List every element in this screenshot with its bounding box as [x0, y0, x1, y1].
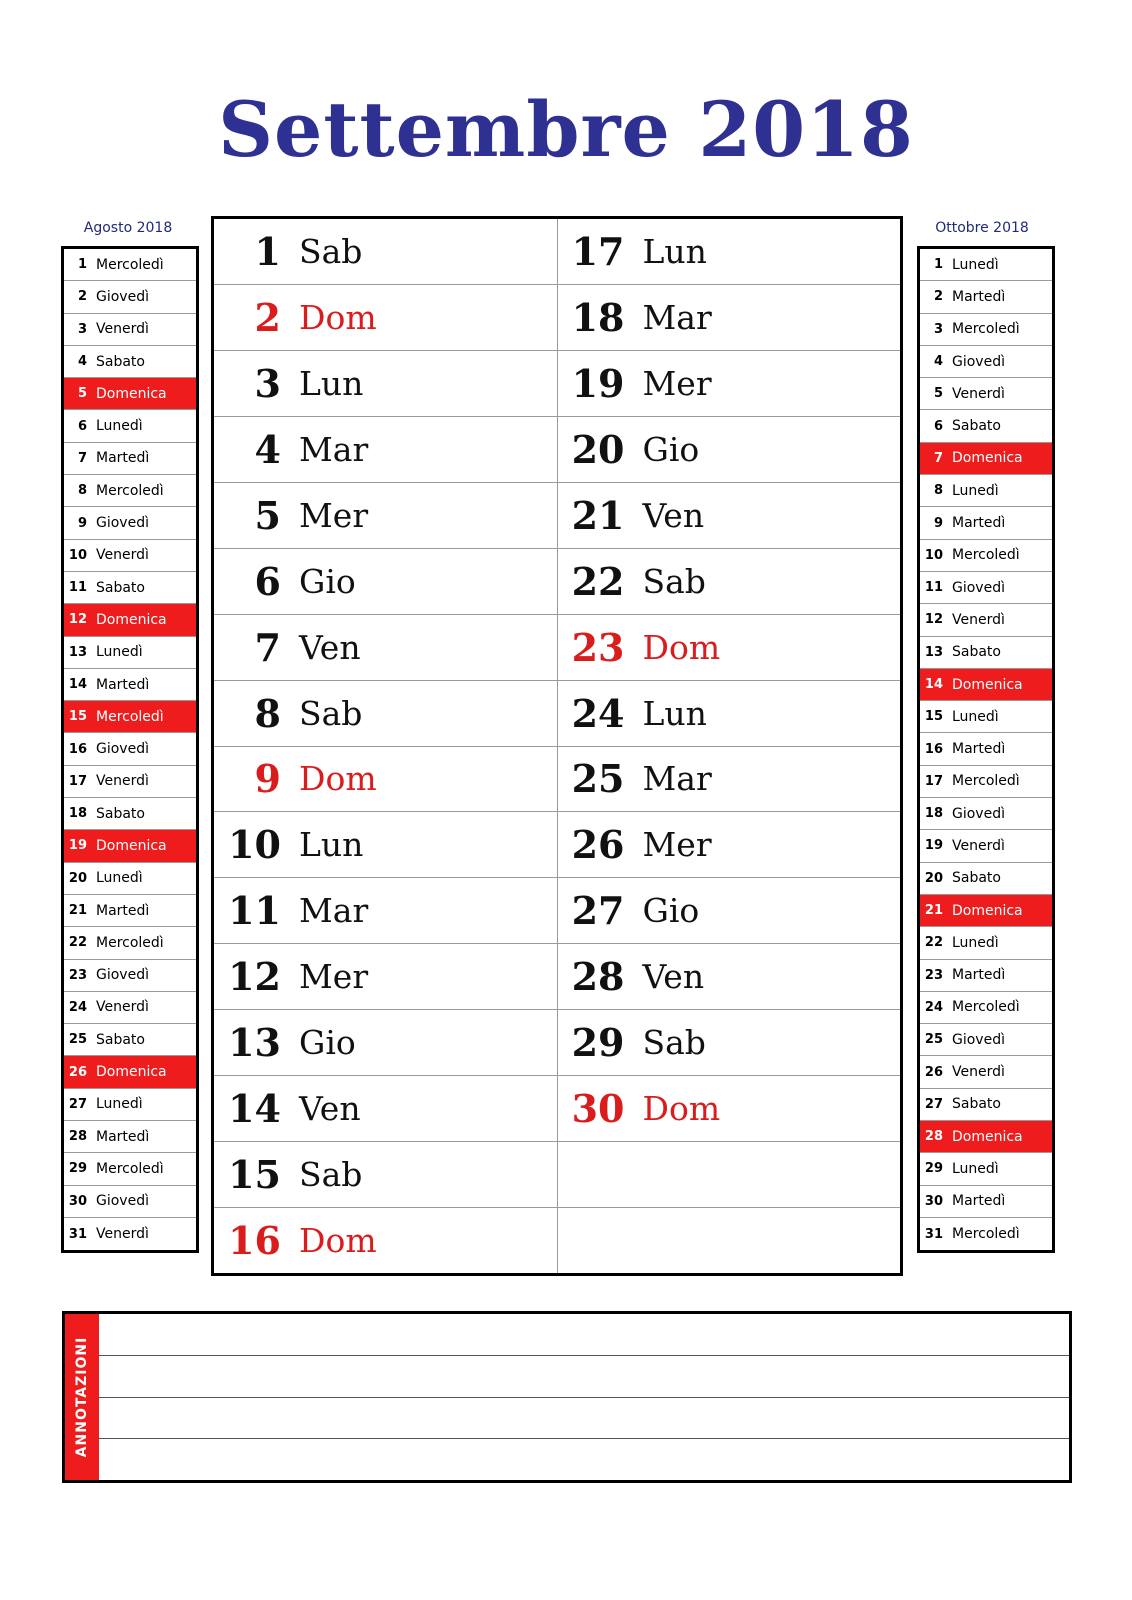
day-row: [920, 669, 1052, 701]
day-name: Mercoledì: [952, 999, 1020, 1016]
day-name: Domenica: [952, 676, 1023, 693]
day-row: [64, 540, 196, 572]
day-row: [64, 281, 196, 313]
day-name: Sabato: [96, 1031, 145, 1048]
day-number: 28: [571, 954, 625, 1000]
calendar-day-cell: [558, 549, 901, 615]
day-number: 19: [924, 838, 943, 854]
calendar-day-cell: [214, 1010, 557, 1076]
day-number: 24: [68, 999, 87, 1015]
day-number: 23: [571, 624, 625, 670]
day-row: [64, 927, 196, 959]
day-number: 22: [571, 558, 625, 604]
day-number: 22: [68, 935, 87, 951]
day-number: 6: [77, 418, 87, 434]
day-name: Lun: [642, 693, 707, 733]
day-number: 22: [924, 935, 943, 951]
day-number: 8: [933, 483, 943, 499]
day-row: [920, 249, 1052, 281]
calendar-day-cell: [214, 1142, 557, 1208]
day-row: [64, 830, 196, 862]
day-row: [64, 1186, 196, 1218]
day-number: 5: [77, 386, 87, 402]
day-name: Domenica: [96, 1064, 167, 1081]
day-name: Lun: [642, 231, 707, 271]
day-number: 1: [254, 228, 281, 274]
calendar-day-cell: [214, 878, 557, 944]
day-name: Giovedì: [96, 288, 149, 305]
notes-line[interactable]: [99, 1314, 1069, 1356]
day-number: 31: [68, 1226, 87, 1242]
day-name: Dom: [642, 627, 721, 667]
day-number: 12: [68, 612, 87, 628]
day-number: 14: [68, 677, 87, 692]
day-number: 13: [228, 1020, 281, 1066]
day-number: 24: [924, 999, 943, 1015]
day-row: [920, 540, 1052, 572]
day-number: 10: [924, 547, 943, 563]
day-row: [920, 1056, 1052, 1088]
day-row: [64, 1121, 196, 1153]
day-name: Lunedì: [952, 1160, 999, 1177]
day-name: Gio: [642, 429, 700, 469]
day-number: 26: [68, 1064, 87, 1080]
notes-line[interactable]: [99, 1439, 1069, 1480]
day-number: 16: [68, 741, 87, 757]
day-row: [64, 604, 196, 636]
day-number: 12: [924, 612, 943, 628]
day-number: 1: [933, 257, 943, 273]
day-number: 11: [228, 888, 281, 934]
day-name: Mer: [299, 957, 369, 997]
calendar-day-cell: [558, 747, 901, 813]
day-name: Lunedì: [952, 708, 999, 725]
calendar-day-cell: [214, 1208, 557, 1273]
day-row: [64, 1024, 196, 1056]
day-number: 14: [228, 1086, 281, 1132]
day-number: 18: [68, 806, 87, 822]
day-row: [64, 766, 196, 798]
day-row: [64, 1089, 196, 1121]
day-number: 2: [254, 294, 281, 340]
day-number: 19: [571, 360, 625, 406]
day-name: Lun: [299, 825, 364, 865]
day-row: [64, 960, 196, 992]
day-number: 18: [571, 294, 625, 340]
day-name: Mar: [642, 297, 712, 337]
day-number: 17: [924, 773, 943, 789]
calendar-day-cell: [214, 285, 557, 351]
day-number: 20: [68, 870, 87, 886]
day-name: Mer: [299, 495, 369, 535]
day-name: Sab: [299, 693, 363, 733]
calendar-day-cell: [214, 219, 557, 285]
day-name: Mer: [642, 363, 712, 403]
day-number: 9: [254, 756, 281, 802]
day-name: Lunedì: [96, 644, 143, 661]
notes-box: [62, 1311, 1072, 1483]
day-number: 29: [571, 1020, 625, 1066]
day-row: [64, 507, 196, 539]
day-number: 13: [924, 644, 943, 660]
day-row: [64, 378, 196, 410]
day-number: 11: [924, 580, 943, 596]
day-name: Martedì: [952, 967, 1006, 984]
day-row: [64, 1056, 196, 1088]
day-row: [64, 443, 196, 475]
notes-line[interactable]: [99, 1398, 1069, 1440]
day-number: 21: [924, 903, 943, 919]
day-name: Sabato: [96, 579, 145, 596]
day-number: 1: [77, 257, 87, 273]
day-number: 27: [571, 888, 625, 934]
day-name: Dom: [299, 759, 377, 799]
day-row: [920, 346, 1052, 378]
calendar-day-cell: [558, 812, 901, 878]
day-row: [64, 895, 196, 927]
day-number: 7: [77, 450, 87, 466]
day-name: Sab: [299, 231, 363, 271]
day-number: 10: [68, 547, 87, 563]
day-name: Giovedì: [96, 967, 149, 984]
day-name: Dom: [299, 1221, 377, 1261]
calendar-day-cell: [558, 944, 901, 1010]
day-number: 28: [68, 1129, 87, 1145]
day-name: Venerdì: [96, 547, 149, 564]
day-name: Martedì: [96, 676, 150, 693]
day-name: Sab: [642, 1023, 706, 1063]
day-name: Mercoledì: [96, 482, 164, 499]
day-name: Ven: [299, 1089, 361, 1129]
day-name: Mar: [299, 429, 369, 469]
day-number: 8: [77, 483, 87, 499]
calendar-day-cell: [558, 1142, 901, 1208]
next-month-table: [917, 246, 1055, 1253]
day-name: Ven: [299, 627, 361, 667]
day-name: Mer: [642, 825, 712, 865]
day-number: 4: [254, 426, 281, 472]
day-name: Sabato: [952, 1096, 1001, 1113]
day-name: Domenica: [952, 1128, 1023, 1145]
day-name: Venerdì: [96, 1226, 149, 1243]
day-row: [920, 960, 1052, 992]
calendar-day-cell: [558, 1208, 901, 1273]
day-name: Lunedì: [952, 482, 999, 499]
day-row: [64, 572, 196, 604]
page-title: Settembre 2018: [218, 85, 914, 174]
next-month-caption: Ottobre 2018: [935, 220, 1029, 236]
day-name: Giovedì: [952, 1031, 1005, 1048]
day-number: 4: [933, 354, 943, 370]
day-row: [920, 733, 1052, 765]
day-row: [920, 830, 1052, 862]
day-row: [64, 475, 196, 507]
day-number: 3: [933, 321, 943, 337]
day-row: [64, 798, 196, 830]
day-name: Ven: [642, 957, 705, 997]
day-name: Mar: [299, 891, 369, 931]
day-number: 6: [933, 418, 943, 434]
day-number: 8: [254, 690, 281, 736]
day-name: Martedì: [952, 1193, 1006, 1210]
month-column-1: [214, 219, 557, 1273]
day-number: 12: [228, 954, 281, 1000]
notes-lines[interactable]: [99, 1314, 1069, 1480]
day-number: 21: [68, 903, 87, 919]
day-name: Mercoledì: [96, 708, 164, 725]
calendar-day-cell: [558, 285, 901, 351]
day-number: 9: [933, 515, 943, 531]
calendar-day-cell: [214, 747, 557, 813]
day-name: Domenica: [952, 450, 1023, 467]
day-name: Lunedì: [952, 256, 999, 273]
day-number: 26: [571, 822, 625, 868]
calendar-day-cell: [558, 219, 901, 285]
day-row: [64, 1218, 196, 1250]
day-name: Venerdì: [952, 385, 1005, 402]
day-number: 27: [924, 1096, 943, 1112]
calendar-day-cell: [214, 417, 557, 483]
day-row: [920, 992, 1052, 1024]
day-name: Lunedì: [96, 418, 143, 435]
day-name: Mercoledì: [952, 547, 1020, 564]
previous-month-table: [61, 246, 199, 1253]
day-row: [64, 1153, 196, 1185]
day-row: [920, 1121, 1052, 1153]
day-name: Giovedì: [96, 515, 149, 532]
day-row: [920, 378, 1052, 410]
day-name: Dom: [299, 297, 377, 337]
day-row: [920, 1153, 1052, 1185]
day-name: Gio: [299, 561, 356, 601]
day-name: Sab: [299, 1155, 363, 1195]
day-row: [64, 992, 196, 1024]
day-row: [920, 637, 1052, 669]
day-name: Venerdì: [952, 611, 1005, 628]
day-name: Venerdì: [952, 1064, 1005, 1081]
day-name: Sabato: [96, 805, 145, 822]
calendar-day-cell: [558, 417, 901, 483]
day-name: Sabato: [952, 870, 1001, 887]
calendar-day-cell: [214, 681, 557, 747]
day-row: [64, 410, 196, 442]
day-number: 16: [228, 1218, 281, 1264]
day-number: 28: [924, 1129, 943, 1145]
day-row: [64, 863, 196, 895]
day-name: Mercoledì: [952, 1226, 1020, 1243]
day-number: 27: [68, 1096, 87, 1112]
day-name: Giovedì: [952, 579, 1005, 596]
day-row: [64, 701, 196, 733]
day-name: Giovedì: [96, 1193, 149, 1210]
day-name: Sabato: [96, 353, 145, 370]
day-number: 5: [254, 492, 281, 538]
day-number: 21: [571, 492, 625, 538]
day-number: 7: [254, 624, 281, 670]
day-name: Giovedì: [96, 741, 149, 758]
day-name: Giovedì: [952, 805, 1005, 822]
day-name: Lunedì: [952, 934, 999, 951]
day-number: 15: [228, 1152, 281, 1198]
day-number: 2: [77, 289, 87, 305]
day-row: [920, 895, 1052, 927]
calendar-day-cell: [214, 549, 557, 615]
day-row: [64, 314, 196, 346]
day-name: Lun: [299, 363, 364, 403]
previous-month-caption: Agosto 2018: [83, 220, 173, 236]
day-row: [920, 927, 1052, 959]
day-number: 30: [571, 1086, 625, 1132]
day-row: [64, 346, 196, 378]
day-name: Domenica: [96, 385, 167, 402]
calendar-day-cell: [214, 351, 557, 417]
month-grid: [211, 216, 903, 1276]
day-row: [920, 507, 1052, 539]
day-number: 20: [571, 426, 625, 472]
day-number: 31: [924, 1226, 943, 1242]
day-number: 26: [924, 1064, 943, 1080]
day-row: [920, 281, 1052, 313]
day-name: Domenica: [96, 837, 167, 854]
day-row: [920, 701, 1052, 733]
day-number: 19: [68, 838, 87, 854]
day-name: Martedì: [96, 450, 150, 467]
day-name: Martedì: [952, 288, 1006, 305]
calendar-day-cell: [558, 681, 901, 747]
day-number: 2: [933, 289, 943, 305]
day-row: [64, 669, 196, 701]
day-row: [920, 572, 1052, 604]
day-number: 15: [68, 709, 87, 725]
calendar-day-cell: [558, 878, 901, 944]
day-name: Martedì: [952, 515, 1006, 532]
notes-label: ANNOTAZIONI: [74, 1336, 90, 1458]
month-column-2: [557, 219, 901, 1273]
day-number: 23: [924, 967, 943, 983]
day-number: 11: [68, 580, 87, 596]
day-number: 17: [68, 773, 87, 789]
calendar-day-cell: [214, 812, 557, 878]
day-name: Mercoledì: [96, 934, 164, 951]
calendar-day-cell: [558, 351, 901, 417]
day-number: 29: [924, 1161, 943, 1177]
day-row: [920, 1218, 1052, 1250]
day-number: 17: [571, 228, 625, 274]
day-row: [64, 249, 196, 281]
day-number: 23: [68, 967, 87, 983]
day-row: [920, 1089, 1052, 1121]
day-row: [64, 733, 196, 765]
day-name: Lunedì: [96, 1096, 143, 1113]
day-row: [920, 475, 1052, 507]
day-row: [920, 798, 1052, 830]
day-name: Sabato: [952, 644, 1001, 661]
day-number: 16: [924, 741, 943, 757]
day-name: Lunedì: [96, 870, 143, 887]
day-name: Mercoledì: [952, 321, 1020, 338]
day-row: [920, 604, 1052, 636]
day-row: [920, 863, 1052, 895]
day-name: Mercoledì: [952, 773, 1020, 790]
calendar-day-cell: [214, 483, 557, 549]
calendar-day-cell: [214, 1076, 557, 1142]
day-name: Ven: [642, 495, 705, 535]
day-number: 30: [924, 1193, 943, 1209]
day-name: Martedì: [96, 1128, 150, 1145]
notes-label-bar: [65, 1314, 99, 1480]
day-name: Domenica: [952, 902, 1023, 919]
day-row: [920, 314, 1052, 346]
day-number: 3: [254, 360, 281, 406]
day-name: Sab: [642, 561, 706, 601]
day-number: 13: [68, 644, 87, 660]
calendar-day-cell: [214, 615, 557, 681]
calendar-day-cell: [558, 1010, 901, 1076]
day-name: Gio: [299, 1023, 356, 1063]
day-name: Domenica: [96, 611, 167, 628]
day-number: 24: [571, 690, 625, 736]
day-name: Venerdì: [96, 999, 149, 1016]
notes-line[interactable]: [99, 1356, 1069, 1398]
calendar-day-cell: [558, 483, 901, 549]
day-name: Mar: [642, 759, 712, 799]
day-name: Venerdì: [96, 321, 149, 338]
calendar-day-cell: [558, 615, 901, 681]
day-row: [64, 637, 196, 669]
day-number: 6: [254, 558, 281, 604]
day-number: 25: [924, 1032, 943, 1048]
day-name: Martedì: [952, 741, 1006, 758]
day-name: Gio: [642, 891, 700, 931]
calendar-day-cell: [214, 944, 557, 1010]
day-number: 4: [77, 354, 87, 370]
day-row: [920, 1186, 1052, 1218]
calendar-day-cell: [558, 1076, 901, 1142]
day-number: 7: [933, 450, 943, 466]
day-number: 25: [68, 1032, 87, 1048]
day-number: 10: [228, 822, 281, 868]
day-row: [920, 766, 1052, 798]
day-number: 3: [77, 321, 87, 337]
day-number: 9: [77, 515, 87, 531]
day-number: 5: [933, 386, 943, 402]
day-name: Mercoledì: [96, 256, 164, 273]
day-name: Sabato: [952, 418, 1001, 435]
day-number: 29: [68, 1161, 87, 1177]
day-name: Giovedì: [952, 353, 1005, 370]
day-row: [920, 443, 1052, 475]
day-number: 30: [68, 1193, 87, 1209]
day-name: Venerdì: [952, 837, 1005, 854]
day-number: 20: [924, 870, 943, 886]
day-name: Dom: [642, 1089, 721, 1129]
day-name: Mercoledì: [96, 1160, 164, 1177]
day-number: 18: [924, 806, 943, 822]
day-name: Martedì: [96, 902, 150, 919]
day-row: [920, 1024, 1052, 1056]
day-row: [920, 410, 1052, 442]
day-number: 25: [571, 756, 625, 802]
day-number: 15: [924, 709, 943, 725]
day-name: Venerdì: [96, 773, 149, 790]
day-number: 14: [924, 677, 943, 692]
